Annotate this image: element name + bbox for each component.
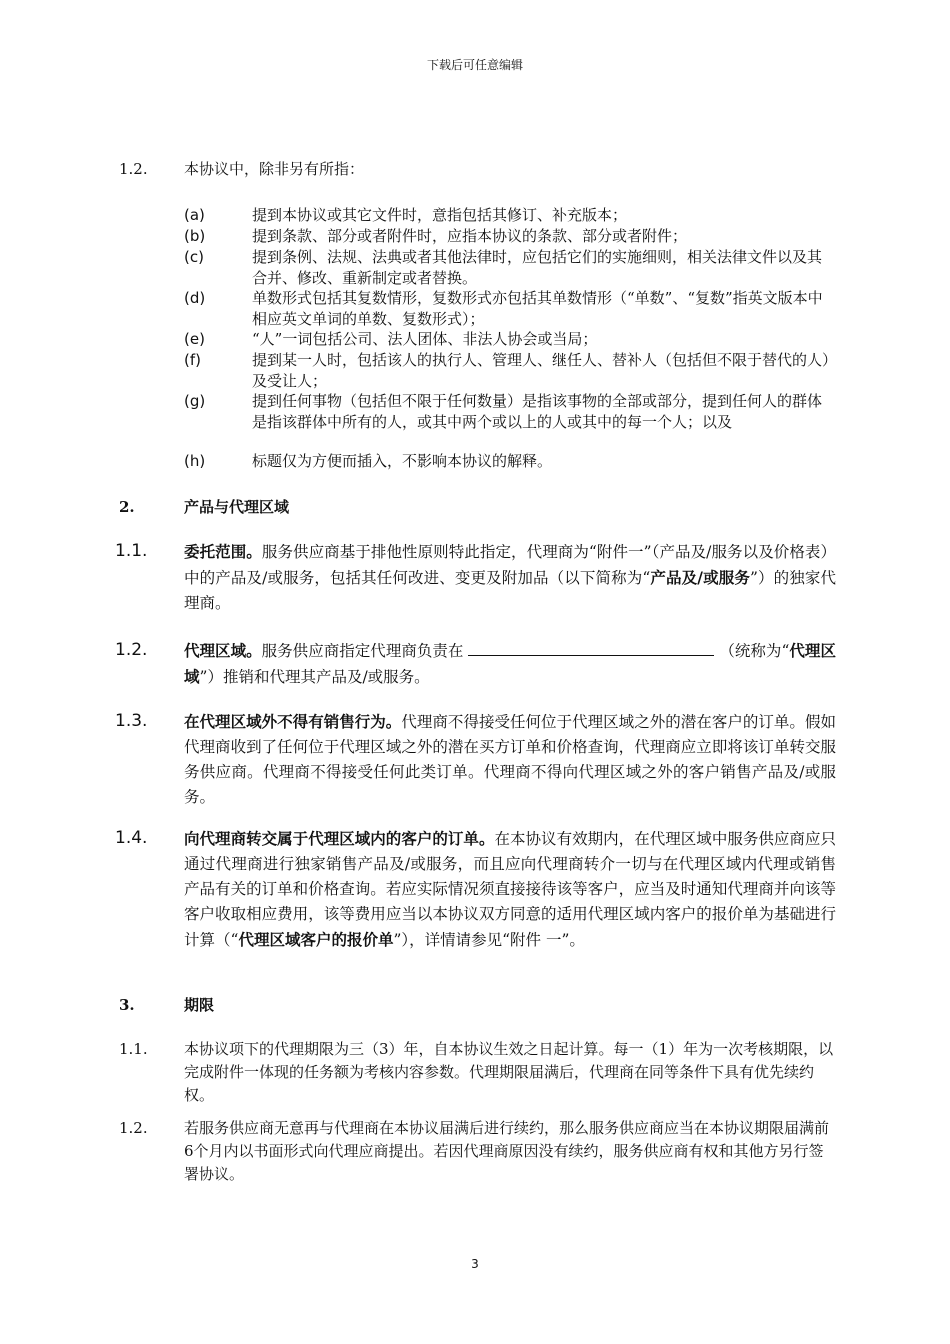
clause-body: 服务供应商指定代理商负责在	[261, 642, 464, 660]
clause-heading: 向代理商转交属于代理区域内的客户的订单。	[184, 829, 495, 848]
clause-number: 1.2.	[119, 160, 148, 178]
clause-body: ”）的独家代理商。	[184, 569, 836, 612]
item-text: 提到条款、部分或者附件时，应指本协议的条款、部分或者附件；	[252, 227, 688, 245]
clause-text	[184, 826, 836, 953]
clause-number: 1.2.	[119, 1119, 148, 1137]
item-text: 单数形式包括其复数情形，复数形式亦包括其单数情形（“单数”、“复数”指英文版本中相应英文单词的单数、复数形式）；	[252, 289, 823, 328]
clause-text: 本协议项下的代理期限为三（3）年，自本协议生效之日起计算。每一（1）年为一次考核期限，以完成附件一体现的任务额为考核内容参数。代理期限届满后，代理商在同等条件下具有优先续约权。	[184, 1040, 834, 1104]
item-label: (h)	[184, 452, 206, 470]
item-text: 提到条例、法规、法典或者其他法律时，应包括它们的实施细则，相关法律文件以及其合并、修改、重新制定或者替换。	[252, 248, 823, 287]
clause-body: 在本协议有效期内，在代理区域中服务供应商应只通过代理商进行独家销售产品及/或服务，而且应向代理商转介一切与在代理区域内代理或销售产品有关的订单和价格查询。若应实际情况须直接接待该等客户，应当及时通知代理商并向该等客户收取相应费用，该等费用应当以本协议双方同意的适用代理区域内客户的报价单为基础进行计算（“	[184, 830, 836, 949]
clause-heading: 代理区域。	[184, 641, 262, 660]
clause-body: ”）推销和代理其产品及/或服务。	[199, 668, 430, 686]
item-label: (e)	[184, 330, 205, 348]
clause-number: 1.2.	[115, 640, 148, 660]
section-number: 2.	[119, 498, 135, 516]
clause-number: 1.1.	[115, 541, 148, 561]
section-title: 产品与代理区域	[184, 498, 290, 516]
item-text: 提到某一人时，包括该人的执行人、管理人、继任人、替补人（包括但不限于替代的人）及受让人；	[252, 351, 830, 390]
item-text: 提到任何事物（包括但不限于任何数量）是指该事物的全部或部分，提到任何人的群体是指该群体中所有的人，或其中两个或以上的人或其中的每一个人；以及	[252, 392, 823, 431]
clause-number: 1.1.	[119, 1040, 148, 1058]
item-text: 标题仅为方便而插入，不影响本协议的解释。	[252, 452, 553, 470]
clause-text	[184, 638, 836, 690]
item-text: 提到本协议或其它文件时，意指包括其修订、补充版本；	[252, 206, 628, 224]
clause-body: ”），详情请参见“附件 一”。	[393, 931, 585, 949]
defined-term: 产品及/或服务	[650, 568, 750, 587]
clause-text	[184, 539, 836, 616]
clause-heading: 在代理区域外不得有销售行为。	[184, 712, 402, 731]
page-header: 下载后可任意编辑	[426, 58, 523, 72]
clause-intro: 本协议中，除非另有所指：	[184, 160, 365, 178]
clause-body: 代理商不得接受任何位于代理区域之外的潜在客户的订单。假如代理商收到了任何位于代理区域之外的潜在买方订单和价格查询，代理商应立即将该订单转交服务供应商。代理商不得接受任何此类订单。代理商不得向代理区域之外的客户销售产品及/或服务。	[184, 713, 836, 806]
defined-term: 代理区域客户的报价单	[238, 930, 394, 949]
item-label: (g)	[184, 392, 206, 410]
defined-term: 代理区域	[184, 641, 836, 686]
clause-number: 1.3.	[115, 711, 148, 731]
clause-text	[184, 709, 836, 810]
item-label: (b)	[184, 227, 206, 245]
item-text: “人”一词包括公司、法人团体、非法人协会或当局；	[252, 330, 598, 348]
item-label: (d)	[184, 289, 206, 307]
section-title: 期限	[184, 996, 215, 1014]
page-number: 3	[471, 1257, 479, 1271]
item-label: (c)	[184, 248, 204, 266]
fill-in-blank[interactable]	[468, 639, 714, 656]
item-label: (f)	[184, 351, 201, 369]
section-number: 3.	[119, 996, 135, 1014]
clause-text: 若服务供应商无意再与代理商在本协议届满后进行续约，那么服务供应商应当在本协议期限届满前6个月内以书面形式向代理应商提出。若因代理商原因没有续约，服务供应商有权和其他方另行签署协议。	[184, 1119, 830, 1183]
clause-body: （统称为“	[719, 642, 790, 660]
clause-number: 1.4.	[115, 828, 148, 848]
clause-heading: 委托范围。	[184, 542, 262, 561]
clause-body: 服务供应商基于排他性原则特此指定，代理商为“附件一”（产品及/服务以及价格表）中的产品及/或服务，包括其任何改进、变更及附加品（以下简称为“	[184, 543, 836, 587]
item-label: (a)	[184, 206, 205, 224]
